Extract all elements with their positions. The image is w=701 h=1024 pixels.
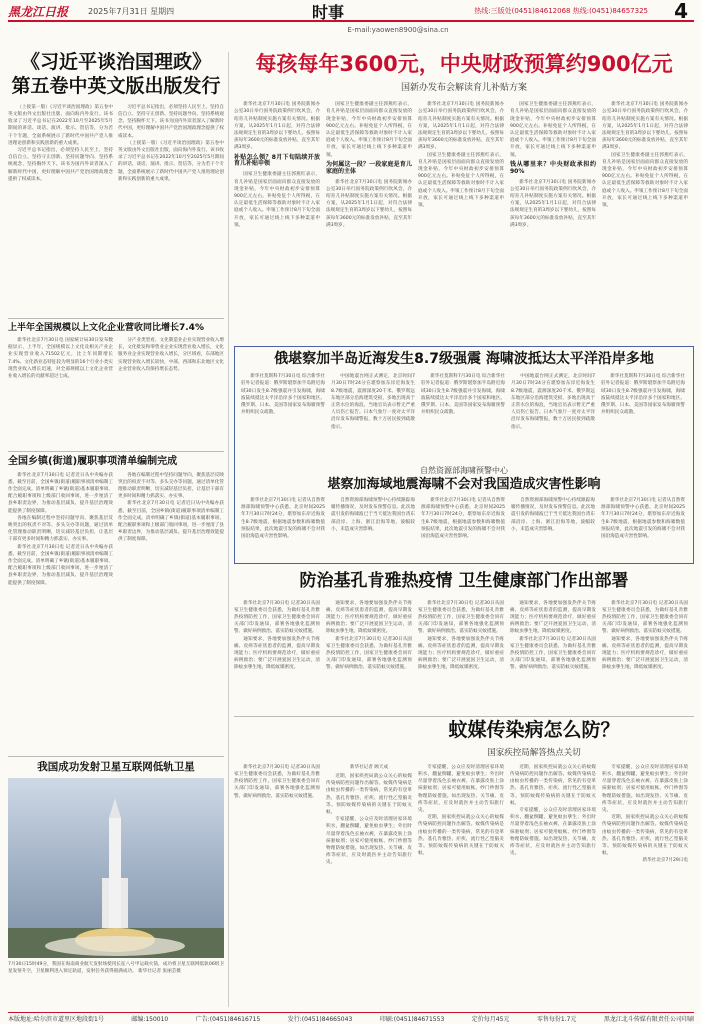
article-text: 新华社北京7月30日电 国务院新闻办公室30日举行国务院政策例行吹风会，介绍育儿补贴制度实施方案有关情况。根据方案，从2025年1月1日起，对符合法律法规规定生育的3周岁以下婴幼儿，按照每孩每年3600元的标准发放补贴，直至其年满3周岁。 补贴怎么领？8月下旬陆续开放育儿补贴申领 国家卫生健康委副主任郭燕红表示，育儿补贴是国家层面面向群众直接发放的现金补贴，今年中央财政初步安排预算900亿元左右。补贴免征个人所得税，在认定最低生活保障等救助对象时不计入家庭或个人收入。申领工作预计8月下旬全面开放，家长可通过线上线下多种渠道申领。	[234, 102, 320, 228]
left-column	[8, 52, 224, 1007]
rocket-illustration	[8, 778, 224, 958]
footer-ad-phone: 广告:(0451)84616715	[195, 1016, 261, 1023]
footer-address: 本版地址:哈尔滨市道里区地段街1号	[8, 1016, 104, 1023]
article-text: 专家提醒，公众应及时清理居家环境积水，翻盆倒罐，避免蚊虫孳生；外出时尽量穿着浅色长袖衣裤，在暴露皮肤上涂抹驱蚊剂；居家可使用蚊帐、纱门纱窗等物理防蚊措施。如出现发热、关节痛、皮疹等症状，应及时就医并主动告知旅行史。 近期，国家疾控局就公众关心的蚊媒传染病防控问题作出解答。蚊媒传染病是由蚊虫传播的一类传染病，常见的有登革热、基孔肯雅热、疟疾、流行性乙型脑炎等。预防蚊媒传染病的关键在于防蚊灭蚊。 新华社北京7月29日电	[602, 764, 688, 864]
article-text: 新华社莫斯科7月30日电 综合新华社驻外记者报道：俄罗斯堪察加半岛附近海域30日发生8.7级强震并引发海啸，海啸波陆续抵达太平洋沿岸多个国家和地区。俄罗斯、日本、美国等国家发布海啸预警并组织民众疏散。	[241, 374, 325, 416]
article-text: 新华社北京7月30日电 记者从自然资源部海啸预警中心获悉，北京时间2025年7月30日7时24分，堪察加东岸近海发生8.7级地震，根据地震参数和海啸数值预报结果，此次地震引发的海啸不会对我国沿海造成灾害性影响。	[601, 498, 685, 540]
main-headline-left: 第五卷中英文版出版发行	[11, 74, 221, 97]
article-text: 新华社北京7月30日电 记者30日从国家卫生健康委员会获悉，为做好基孔肯雅热疫情防控工作，国家卫生健康委会同有关部门印发通知，部署各地强化监测预警、做好病例救治、落实防蚊灭蚊措施。 通知要求，各地要加强发热伴关节疼痛、皮疹等症状患者的监测，提高早期发现能力；医疗机构要规范诊疗，做好重症病例救治；要广泛开展爱国卫生运动，清除蚊虫孳生地，降低蚊媒密度。	[418, 600, 504, 671]
mosquito-subheadline: 国家疾控局解答热点关切	[487, 747, 581, 758]
chikungunya-headline: 防治基孔肯雅热疫情 卫生健康部门作出部署	[299, 571, 629, 591]
article-text: 新华社北京7月30日电 记者近日从中央编办获悉，截至目前，全国乡镇(街道)履职事项清单编制工作全面完成。清单明确了乡镇(街道)基本履职事项、配合履职事项和上级部门收回事项，进一步厘清了县乡职责边界，为推动基层减负、提升基层治理效能提供了制度保障。 各地在编制过程中坚持问题导向，聚焦基层反映突出的权责不对等、多头交办等问题，通过清单化管理推动职责明晰，切实减轻基层负担，让基层干部有更多时间和精力抓落实、办实事。 新华社北京7月30日电 记者近日从中央编办获悉，截至目前，全国乡镇(街道)履职事项清单编制工作全面完成。清单明确了乡镇(街道)基本履职事项、配合履职事项和上级部门收回事项，进一步厘清了县乡职责边界，为推动基层减负、提升基层治理效能提供了制度保障。	[8, 472, 113, 586]
divider	[8, 318, 224, 319]
article-text: 通知要求，各地要加强发热伴关节疼痛、皮疹等症状患者的监测，提高早期发现能力；医疗机构要规范诊疗，做好重症病例救治；要广泛开展爱国卫生运动，清除蚊虫孳生地，降低蚊媒密度。 新华社北京7月30日电 记者30日从国家卫生健康委员会获悉，为做好基孔肯雅热疫情防控工作，国家卫生健康委会同有关部门印发通知，部署各地强化监测预警、做好病例救治、落实防蚊灭蚊措施。	[510, 600, 596, 671]
footer-distribution-phone: 发行:(0451)84665043	[287, 1016, 353, 1023]
email[interactable]: E-mail:yaowen8900@sina.cn	[347, 26, 449, 34]
mosquito-story	[234, 720, 694, 1008]
section-title: 时事	[311, 2, 344, 22]
lead-headline: 每孩每年3600元，中央财政预算约900亿元	[255, 52, 673, 76]
article-text: 自然资源部海啸预警中心持续跟踪海啸传播情况，及时发布预警信息。此次地震引发的海啸波已于当天抵达我国台湾东部沿岸、上海、浙江沿海等地，波幅较小，未造成灾害影响。	[511, 498, 595, 532]
kicker-headline: 《习近平谈治国理政》	[20, 51, 211, 73]
footer-print-phone: 印刷:(0451)84671553	[379, 1016, 445, 1023]
article-text: 中国地震台网正式测定，北京时间7月30日7时24分在堪察加东岸近海发生8.7级地震，震源深度20千米。俄罗斯远东地区部分沿海建筑受损，多地出现高于正常水位的海浪，当地官员表示暂无严重人员伤亡报告。日本气象厅一度对太平洋沿岸发布海啸警报，数十万居民接到疏散指示。	[331, 374, 415, 430]
article-text: 专家提醒，公众应及时清理居家环境积水，翻盆倒罐，避免蚊虫孳生；外出时尽量穿着浅色长袖衣裤，在暴露皮肤上涂抹驱蚊剂；居家可使用蚊帐、纱门纱窗等物理防蚊措施。如出现发热、关节痛、皮疹等症状，应及时就医并主动告知旅行史。 近期，国家疾控局就公众关心的蚊媒传染病防控问题作出解答。蚊媒传染病是由蚊虫传播的一类传染病，常见的有登革热、基孔肯雅热、疟疾、流行性乙型脑炎等。预防蚊媒传染病的关键在于防蚊灭蚊。	[418, 764, 504, 857]
page-number: 4	[674, 0, 688, 23]
footer-retail-price: 零售每份1.7元	[536, 1016, 577, 1023]
divider	[8, 756, 224, 757]
lead-story	[234, 52, 694, 342]
quake-headline: 俄堪察加半岛近海发生8.7级强震 海啸波抵达太平洋沿岸多地	[274, 351, 654, 367]
footer-printer: 黑龙江北斗传媒有限责任公司印刷	[603, 1016, 694, 1023]
headline-township: 全国乡镇(街道)履职事项清单编制完成	[8, 456, 178, 468]
article-text: 近期，国家疾控局就公众关心的蚊媒传染病防控问题作出解答。蚊媒传染病是由蚊虫传播的一类传染病，常见的有登革热、基孔肯雅热、疟疾、流行性乙型脑炎等。预防蚊媒传染病的关键在于防蚊灭蚊。 专家提醒，公众应及时清理居家环境积水，翻盆倒罐，避免蚊虫孳生；外出时尽量穿着浅色长袖衣裤，在暴露皮肤上涂抹驱蚊剂；居家可使用蚊帐、纱门纱窗等物理防蚊措施。如出现发热、关节痛、皮疹等症状，应及时就医并主动告知旅行史。	[510, 764, 596, 857]
tsunami-headline: 堪察加海域地震海啸不会对我国造成灾害性影响	[327, 477, 601, 493]
quake-box	[234, 346, 694, 564]
footer-zip: 邮编:150010	[131, 1016, 169, 1023]
headline-satellite: 我国成功发射卫星互联网低轨卫星	[37, 760, 195, 773]
lead-subheadline: 国新办发布会解读育儿补贴方案	[400, 83, 527, 94]
article-text: 国家卫生健康委副主任郭燕红表示，育儿补贴是国家层面面向群众直接发放的现金补贴，今年中央财政初步安排预算900亿元左右。补贴免征个人所得税，在认定最低生活保障等救助对象时不计入家庭或个人收入。申领工作预计8月下旬全面开放，家长可通过线上线下多种渠道申领。 钱从哪里来？中央财政承担约90% 新华社北京7月30日电 国务院新闻办公室30日举行国务院政策例行吹风会，介绍育儿补贴制度实施方案有关情况。根据方案，从2025年1月1日起，对符合法律法规规定生育的3周岁以下婴幼儿，按照每孩每年3600元的标准发放补贴，直至其年满3周岁。	[510, 102, 596, 228]
divider	[234, 716, 694, 717]
article-text: 新华社北京7月30日电 记者30日从国家卫生健康委员会获悉，为做好基孔肯雅热疫情防控工作，国家卫生健康委会同有关部门印发通知，部署各地强化监测预警、做好病例救治、落实防蚊灭蚊措施。 通知要求，各地要加强发热伴关节疼痛、皮疹等症状患者的监测，提高早期发现能力；医疗机构要规范诊疗，做好重症病例救治；要广泛开展爱国卫生运动，清除蚊虫孳生地，降低蚊媒密度。	[234, 600, 320, 671]
article-text: 国家卫生健康委副主任郭燕红表示，育儿补贴是国家层面面向群众直接发放的现金补贴，今年中央财政初步安排预算900亿元左右。补贴免征个人所得税，在认定最低生活保障等救助对象时不计入家庭或个人收入。申领工作预计8月下旬全面开放，家长可通过线上线下多种渠道申领。 为何属这一段？一段家庭是育儿家庭的主体 新华社北京7月30日电 国务院新闻办公室30日举行国务院政策例行吹风会，介绍育儿补贴制度实施方案有关情况。根据方案，从2025年1月1日起，对符合法律法规规定生育的3周岁以下婴幼儿，按照每孩每年3600元的标准发放补贴，直至其年满3周岁。	[326, 102, 412, 228]
newspaper-logo: 黑龙江日报	[8, 4, 69, 19]
column-divider	[228, 52, 229, 1007]
article-text: 新华社北京7月30日电 记者从自然资源部海啸预警中心获悉，北京时间2025年7月30日7时24分，堪察加东岸近海发生8.7级地震，根据地震参数和海啸数值预报结果，此次地震引发的海啸不会对我国沿海造成灾害性影响。	[421, 498, 505, 540]
article-text: 分产业类型看，文化制造业企业实现营业收入增长，文化批发和零售业企业实现营业收入增长，文化服务业企业实现营业收入增长，分区域看，东部地区实现营业收入增长较快，中部、西部和东北地区文化企业营业收入均保持增长态势。	[118, 338, 224, 372]
footer	[8, 1012, 694, 1024]
article-text: 新华社莫斯科7月30日电 综合新华社驻外记者报道：俄罗斯堪察加半岛附近海域30日发生8.7级强震并引发海啸，海啸波陆续抵达太平洋沿岸多个国家和地区。俄罗斯、日本、美国等国家发布海啸预警并组织民众疏散。	[601, 374, 685, 416]
photo-caption: 7月30日15时49分，我国在海南商业航天发射场使用长征八号甲运载火箭，成功将卫星互联网低轨06组卫星发射升空，卫星顺利进入预定轨道，发射任务获得圆满成功。 新华社记者 张丽芸摄	[8, 961, 224, 974]
article-text: 新华社北京7月30日电 国务院新闻办公室30日举行国务院政策例行吹风会，介绍育儿补贴制度实施方案有关情况。根据方案，从2025年1月1日起，对符合法律法规规定生育的3周岁以下婴幼儿，按照每孩每年3600元的标准发放补贴，直至其年满3周岁。 国家卫生健康委副主任郭燕红表示，育儿补贴是国家层面面向群众直接发放的现金补贴，今年中央财政初步安排预算900亿元左右。补贴免征个人所得税，在认定最低生活保障等救助对象时不计入家庭或个人收入。申领工作预计8月下旬全面开放，家长可通过线上线下多种渠道申领。	[602, 102, 688, 208]
masthead	[8, 2, 694, 42]
hotline: 热线:三版处(0451)84612068 热线:(0451)84657325	[474, 7, 648, 15]
article-text: 新华社北京7月30日电 记者从自然资源部海啸预警中心获悉，北京时间2025年7月30日7时24分，堪察加东岸近海发生8.7级地震，根据地震参数和海啸数值预报结果，此次地震引发的海啸不会对我国沿海造成灾害性影响。	[241, 498, 325, 540]
rocket-launch-photo	[8, 778, 224, 958]
article-text: 各地在编制过程中坚持问题导向，聚焦基层反映突出的权责不对等、多头交办等问题，通过清单化管理推动职责明晰，切实减轻基层负担，让基层干部有更多时间和精力抓落实、办实事。 新华社北京7月30日电 记者近日从中央编办获悉，截至目前，全国乡镇(街道)履职事项清单编制工作全面完成。清单明确了乡镇(街道)基本履职事项、配合履职事项和上级部门收回事项，进一步厘清了县乡职责边界，为推动基层减负、提升基层治理效能提供了制度保障。	[118, 472, 224, 543]
article-text: 新华社北京7月30日电 国家统计局30日发布数据显示，上半年，全国规模以上文化及相关产业企业实现营业收入71502亿元，比上年同期增长7.4%。文化新业态特征较为明显的16个行业小类实现营业收入增长迅速，对全部规模以上文化企业营业收入增长的贡献率超过七成。	[8, 338, 113, 380]
article-text: 新华社莫斯科7月30日电 综合新华社驻外记者报道：俄罗斯堪察加半岛附近海域30日发生8.7级强震并引发海啸，海啸波陆续抵达太平洋沿岸多个国家和地区。俄罗斯、日本、美国等国家发布海啸预警并组织民众疏散。	[421, 374, 505, 416]
article-text: 自然资源部海啸预警中心持续跟踪海啸传播情况，及时发布预警信息。此次地震引发的海啸波已于当天抵达我国台湾东部沿岸、上海、浙江沿海等地，波幅较小，未造成灾害影响。	[331, 498, 415, 532]
quake-kicker: 自然资源部海啸预警中心	[420, 466, 508, 476]
article-text: 习近平总书记指出，必须坚持人民至上、坚持自信自立、坚持守正创新、坚持问题导向、坚持系统观念、坚持胸怀天下。该书为国内外读者深入了解新时代中国，更好理解中国共产党治国理政理念提供了权威读本。 （上接第一版）《习近平谈治国理政》第五卷中英文版由外文出版社出版，面向海内外发行。该书收录了习近平总书记在2022年10月至2025年5月期间的讲话、谈话、演讲、批示、贺信等，分为若干个专题，全面系统展示了新时代中国共产党人推进理论创新和实践创新的重大成果。	[118, 104, 224, 182]
headline-culture: 上半年全国规模以上文化企业营收同比增长7.4%	[8, 322, 204, 333]
mosquito-headline: 蚊媒传染病怎么防？	[448, 719, 620, 741]
article-text: 通知要求，各地要加强发热伴关节疼痛、皮疹等症状患者的监测，提高早期发现能力；医疗机构要规范诊疗，做好重症病例救治；要广泛开展爱国卫生运动，清除蚊虫孳生地，降低蚊媒密度。 新华社北京7月30日电 记者30日从国家卫生健康委员会获悉，为做好基孔肯雅热疫情防控工作，国家卫生健康委会同有关部门印发通知，部署各地强化监测预警、做好病例救治、落实防蚊灭蚊措施。	[326, 600, 412, 671]
article-text: 中国地震台网正式测定，北京时间7月30日7时24分在堪察加东岸近海发生8.7级地震，震源深度20千米。俄罗斯远东地区部分沿海建筑受损，多地出现高于正常水位的海浪，当地官员表示暂无严重人员伤亡报告。日本气象厅一度对太平洋沿岸发布海啸警报，数十万居民接到疏散指示。	[511, 374, 595, 430]
issue-date: 2025年7月31日 星期四	[88, 6, 175, 16]
article-text: （上接第一版）《习近平谈治国理政》第五卷中英文版由外文出版社出版，面向海内外发行。该书收录了习近平总书记在2022年10月至2025年5月期间的讲话、谈话、演讲、批示、贺信等，分为若干个专题，全面系统展示了新时代中国共产党人推进理论创新和实践创新的重大成果。 习近平总书记指出，必须坚持人民至上、坚持自信自立、坚持守正创新、坚持问题导向、坚持系统观念、坚持胸怀天下。该书为国内外读者深入了解新时代中国，更好理解中国共产党治国理政理念提供了权威读本。	[8, 104, 113, 182]
article-text: 新华社记者 顾天成 近期，国家疾控局就公众关心的蚊媒传染病防控问题作出解答。蚊媒传染病是由蚊虫传播的一类传染病，常见的有登革热、基孔肯雅热、疟疾、流行性乙型脑炎等。预防蚊媒传染病的关键在于防蚊灭蚊。 专家提醒，公众应及时清理居家环境积水，翻盆倒罐，避免蚊虫孳生；外出时尽量穿着浅色长袖衣裤，在暴露皮肤上涂抹驱蚊剂；居家可使用蚊帐、纱门纱窗等物理防蚊措施。如出现发热、关节痛、皮疹等症状，应及时就医并主动告知旅行史。	[326, 764, 412, 866]
chikungunya-story	[234, 572, 694, 712]
article-text: 新华社北京7月30日电 记者30日从国家卫生健康委员会获悉，为做好基孔肯雅热疫情防控工作，国家卫生健康委会同有关部门印发通知，部署各地强化监测预警、做好病例救治、落实防蚊灭蚊措施。 通知要求，各地要加强发热伴关节疼痛、皮疹等症状患者的监测，提高早期发现能力；医疗机构要规范诊疗，做好重症病例救治；要广泛开展爱国卫生运动，清除蚊虫孳生地，降低蚊媒密度。	[602, 600, 688, 671]
footer-monthly-price: 定价每月45元	[471, 1016, 510, 1023]
article-text: 新华社北京7月30日电 记者30日从国家卫生健康委员会获悉，为做好基孔肯雅热疫情防控工作，国家卫生健康委会同有关部门印发通知，部署各地强化监测预警、做好病例救治、落实防蚊灭蚊措施。	[234, 764, 320, 799]
article-text: 新华社北京7月30日电 国务院新闻办公室30日举行国务院政策例行吹风会，介绍育儿补贴制度实施方案有关情况。根据方案，从2025年1月1日起，对符合法律法规规定生育的3周岁以下婴幼儿，按照每孩每年3600元的标准发放补贴，直至其年满3周岁。 国家卫生健康委副主任郭燕红表示，育儿补贴是国家层面面向群众直接发放的现金补贴，今年中央财政初步安排预算900亿元左右。补贴免征个人所得税，在认定最低生活保障等救助对象时不计入家庭或个人收入。申领工作预计8月下旬全面开放，家长可通过线上线下多种渠道申领。	[418, 102, 504, 208]
divider	[8, 451, 224, 452]
